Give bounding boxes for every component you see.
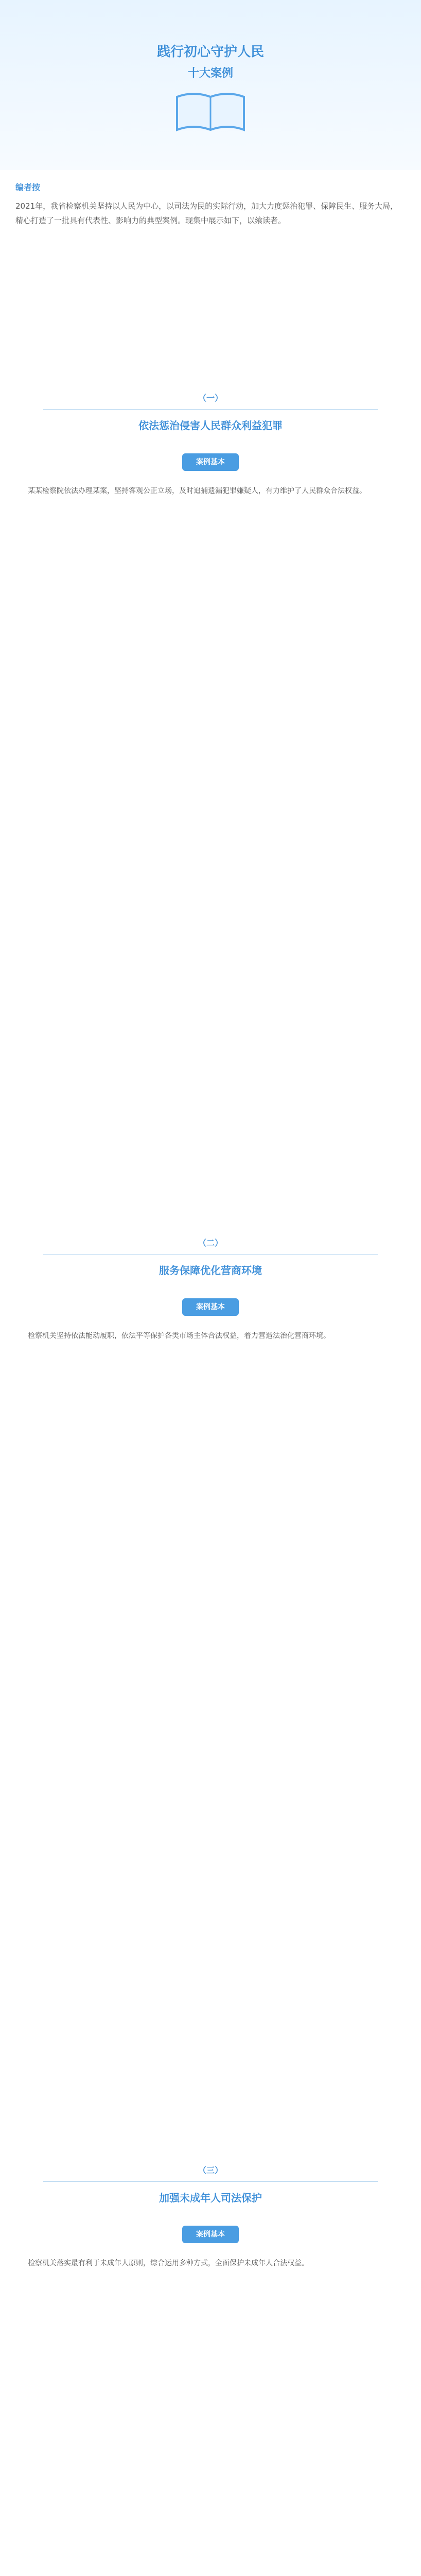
section-number: （三） bbox=[198, 2165, 223, 2175]
section-divider bbox=[43, 409, 378, 410]
intro-text: 2021年，我省检察机关坚持以人民为中心，以司法为民的实际行动，加大力度惩治犯罪、保障民生、服务大局，精心打造了一批具有代表性、影响力的典型案例。现集中展示如下，以飨读者。 bbox=[15, 201, 398, 225]
section-divider bbox=[43, 1254, 378, 1255]
page-subtitle: 十大案例 bbox=[187, 67, 233, 80]
section-number: （二） bbox=[198, 1238, 223, 1248]
section-number: （一） bbox=[198, 393, 223, 403]
section-title: 依法惩治侵害人民群众利益犯罪 bbox=[138, 419, 283, 432]
section-title: 加强未成年人司法保护 bbox=[159, 2192, 262, 2204]
section-text: 某某检察院依法办理某案，坚持客观公正立场，及时追捕遗漏犯罪嫌疑人，有力维护了人民群众合法权益。 bbox=[28, 487, 366, 495]
section-2 bbox=[12, 1236, 409, 1803]
case-tag: 案例基本 bbox=[182, 1298, 239, 1316]
intro bbox=[15, 180, 406, 228]
case-tag: 案例基本 bbox=[182, 2226, 239, 2243]
section-divider bbox=[43, 2181, 378, 2182]
section-1 bbox=[12, 392, 409, 958]
case-tag: 案例基本 bbox=[182, 453, 239, 471]
section-text: 检察机关坚持依法能动履职，依法平等保护各类市场主体合法权益，着力营造法治化营商环境。 bbox=[28, 1332, 330, 1340]
book-icon bbox=[173, 89, 248, 135]
section-title: 服务保障优化营商环境 bbox=[159, 1264, 262, 1277]
section-3 bbox=[12, 2164, 409, 2576]
page-title: 践行初心守护人民 bbox=[156, 44, 264, 60]
section-text: 检察机关落实最有利于未成年人原则，综合运用多种方式，全面保护未成年人合法权益。 bbox=[28, 2259, 309, 2267]
intro-lead: 编者按 bbox=[15, 182, 41, 192]
header bbox=[0, 0, 421, 170]
